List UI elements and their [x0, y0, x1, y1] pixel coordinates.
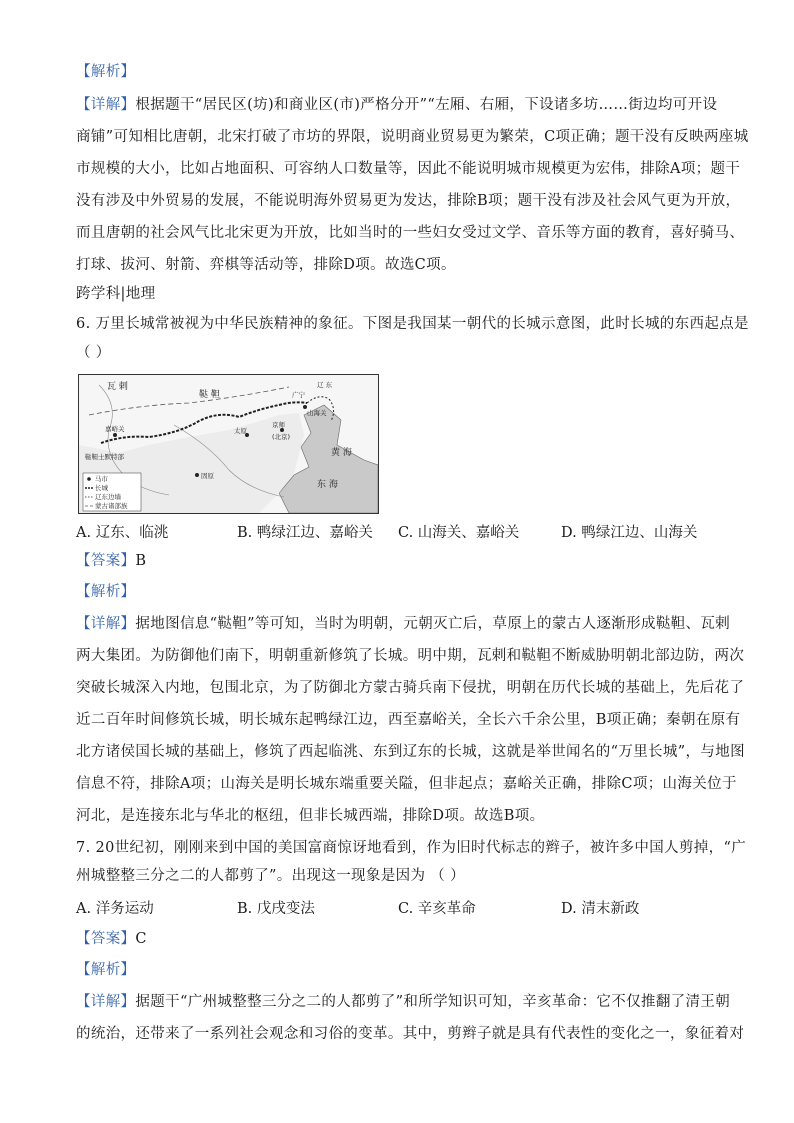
map-label-yellow-sea: 黄 海 [331, 448, 352, 458]
map-label-beijing: (北京) [272, 433, 291, 441]
map-label-east-sea: 东 海 [317, 480, 338, 490]
q6-detail-line-7: 河北，是连接东北与华北的枢纽，但非长城西端，排除D项。故选B项。 [76, 808, 545, 824]
q7-analysis-tag: 【解析】 [76, 962, 136, 978]
q5-detail-line-5: 而且唐朝的社会风气比北宋更为开放，比如当时的一些妇女受过文学、音乐等方面的教育，喜好骑马、 [76, 225, 745, 241]
q7-stem-line-2: 州城整整三分之二的人都剪了”。出现这一现象是因为 （ ） [76, 868, 465, 884]
map-label-shanhaiguan: 山海关 [307, 409, 327, 417]
jiayuguan-marker [113, 433, 117, 437]
map-label-jiayuguan: 嘉峪关 [105, 425, 125, 433]
q7-answer-value: C [135, 931, 147, 947]
q6-detail-line-1: 【详解】据地图信息“鞑靼”等可知，当时为明朝，元朝灭亡后，草原上的蒙古人逐渐形成鞑靼、瓦剌 [76, 616, 731, 632]
map-label-tribe: 鞑靼士默特部 [85, 453, 124, 461]
q6-answer [76, 551, 716, 571]
ming-great-wall-map [78, 374, 379, 514]
q6-detail-line-6: 信息不符，排除A项；山海关是明长城东端重要关隘，但非起点；嘉峪关正确，排除C项；山海关位于 [76, 776, 737, 792]
cross-subject-label: 跨学科|地理 [76, 286, 156, 302]
q6-detail-line-5: 北方诸侯国长城的基础上，修筑了西起临洮、东到辽东的长城，这就是举世闻名的“万里长城”，与地图 [76, 744, 745, 760]
q5-detail-line-2: 商铺”可知相比唐朝，北宋打破了市坊的界限，说明商业贸易更为繁荣，C项正确；题干没有反映两座城 [76, 129, 749, 145]
q5-detail-line-1: 【详解】根据题干“居民区(坊)和商业区(市)严格分开”“左厢、右厢，下设诸多坊……街边均可开设 [76, 97, 718, 113]
map-label-guangning: 广宁 [292, 391, 305, 399]
map-label-jingshi: 京师 [272, 421, 285, 429]
q6-answer-value: B [135, 553, 147, 569]
q7-detail-line-2: 的统治，还带来了一系列社会观念和习俗的变革。其中，剪辫子就是具有代表性的变化之一，象征着对 [76, 1026, 745, 1042]
q6-option-d[interactable]: D. 鸭绿江边、山海关 [561, 525, 698, 541]
q6-stem-line-2: （ ） [76, 345, 111, 361]
q7-answer-tag: 【答案】 [76, 931, 136, 947]
q6-detail-line-2: 两大集团。为防御他们南下，明朝重新修筑了长城。明中期，瓦剌和鞑靼不断威胁明朝北部边防，两次 [76, 648, 745, 664]
legend-wall: 长城 [95, 484, 108, 492]
q7-answer [76, 929, 716, 949]
map-label-dada: 鞑 靼 [199, 390, 220, 400]
q6-detail-line-3: 突破长城深入内地，包围北京，为了防御北方蒙古骑兵南下侵扰，明朝在历代长城的基础上，先后花了 [76, 680, 745, 696]
q5-detail-line-6: 打球、拔河、射箭、弈棋等活动等，排除D项。故选C项。 [76, 257, 456, 273]
map-label-taiyuan: 太原 [234, 427, 247, 435]
map-graphic [79, 375, 378, 513]
q6-detail-tag: 【详解】 [76, 616, 136, 632]
q6-answer-tag: 【答案】 [76, 553, 136, 569]
map-label-liaodong: 辽 东 [317, 381, 333, 389]
q7-option-b[interactable]: B. 戊戌变法 [237, 901, 315, 917]
q7-detail-tag: 【详解】 [76, 994, 136, 1010]
q6-option-b[interactable]: B. 鸭绿江边、嘉峪关 [237, 525, 373, 541]
q6-stem-line-1: 6. 万里长城常被视为中华民族精神的象征。下图是我国某一朝代的长城示意图，此时长城的东西起点是 [76, 316, 749, 332]
q5-detail-line-4: 没有涉及中外贸易的发展，不能说明海外贸易更为发达，排除B项；题干没有涉及社会风气更为开放， [76, 193, 741, 209]
q6-analysis-tag: 【解析】 [76, 584, 136, 600]
q7-detail-line-1: 【详解】据题干“广州城整整三分之二的人都剪了”和所学知识可知，辛亥革命：它不仅推翻了清王朝 [76, 994, 731, 1010]
q6-option-c[interactable]: C. 山海关、嘉峪关 [398, 525, 520, 541]
q7-stem-line-1: 7. 20世纪初，刚刚来到中国的美国富商惊讶地看到，作为旧时代标志的辫子，被许多中国人剪掉，“广 [76, 840, 747, 856]
q5-analysis-tag: 【解析】 [76, 64, 136, 80]
q7-option-a[interactable]: A. 洋务运动 [76, 901, 154, 917]
legend-liaodong-wall: 辽东边墙 [95, 493, 121, 501]
q6-detail-line-4: 近二百年时间修筑长城，明长城东起鸭绿江边，西至嘉峪关，全长六千余公里，B项正确；秦朝在原有 [76, 712, 741, 728]
legend-horse-market: 马市 [95, 475, 108, 483]
map-label-guyuan: 固原 [201, 472, 214, 480]
q7-option-c[interactable]: C. 辛亥革命 [398, 901, 476, 917]
map-label-wala: 瓦 剌 [107, 382, 128, 392]
q5-detail-tag: 【详解】 [76, 97, 136, 113]
q7-option-d[interactable]: D. 清末新政 [561, 901, 640, 917]
legend-tribes: 蒙古诸部族 [95, 502, 128, 510]
q6-option-a[interactable]: A. 辽东、临洮 [76, 525, 169, 541]
guyuan-marker [195, 473, 199, 477]
q5-detail-line-3: 市规模的大小，比如占地面积、可容纳人口数量等，因此不能说明城市规模更为宏伟，排除A项；题干 [76, 161, 741, 177]
